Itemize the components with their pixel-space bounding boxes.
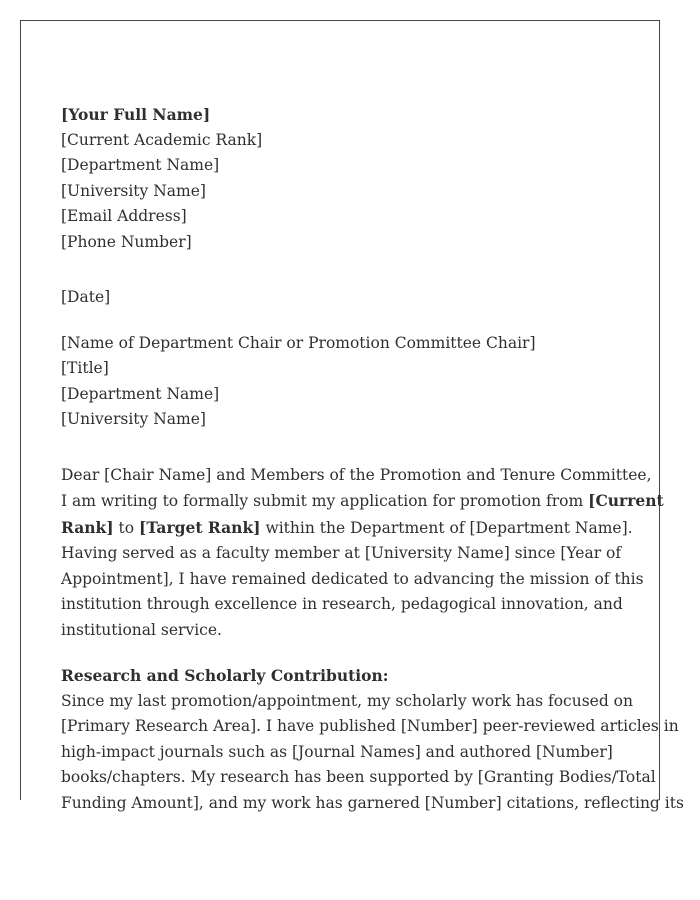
sender-email: [Email Address] <box>61 207 187 225</box>
intro-line: I am writing to formally submit my application for promotion from [Current <box>61 491 664 510</box>
intro-line: Appointment], I have remained dedicated to advancing the mission of this <box>61 569 644 588</box>
intro-line: Rank] to [Target Rank] within the Department of [Department Name]. <box>61 517 633 537</box>
sender-name: [Your Full Name] <box>61 105 211 124</box>
research-line: [Primary Research Area]. I have published [Number] peer-reviewed articles in <box>61 717 679 735</box>
letter-page <box>20 20 684 812</box>
research-line: Funding Amount], and my work has garnered [Number] citations, reflecting its <box>61 793 684 812</box>
recipient-name: [Name of Department Chair or Promotion Committee Chair] <box>61 333 536 352</box>
sender-phone: [Phone Number] <box>61 232 192 251</box>
recipient-block <box>61 331 621 433</box>
intro-line: Having served as a faculty member at [University Name] since [Year of <box>61 544 622 562</box>
intro-paragraph <box>61 488 664 643</box>
sender-block <box>61 102 621 255</box>
recipient-title: [Title] <box>61 359 109 377</box>
research-line: books/chapters. My research has been supported by [Granting Bodies/Total <box>61 768 656 786</box>
research-heading: Research and Scholarly Contribution: <box>61 666 389 685</box>
letter-date: [Date] <box>61 288 111 306</box>
research-section <box>61 663 684 816</box>
letter-body <box>61 102 684 816</box>
recipient-department: [Department Name] <box>61 384 220 403</box>
intro-line: institution through excellence in research, pedagogical innovation, and <box>61 595 623 613</box>
intro-line: institutional service. <box>61 620 222 639</box>
sender-rank: [Current Academic Rank] <box>61 130 263 149</box>
salutation: Dear [Chair Name] and Members of the Promotion and Tenure Committee, <box>61 465 652 484</box>
research-line: Since my last promotion/appointment, my scholarly work has focused on <box>61 691 634 710</box>
sender-university: [University Name] <box>61 181 206 200</box>
recipient-university: [University Name] <box>61 410 206 428</box>
research-line: high-impact journals such as [Journal Names] and authored [Number] <box>61 742 613 761</box>
sender-department: [Department Name] <box>61 156 220 174</box>
